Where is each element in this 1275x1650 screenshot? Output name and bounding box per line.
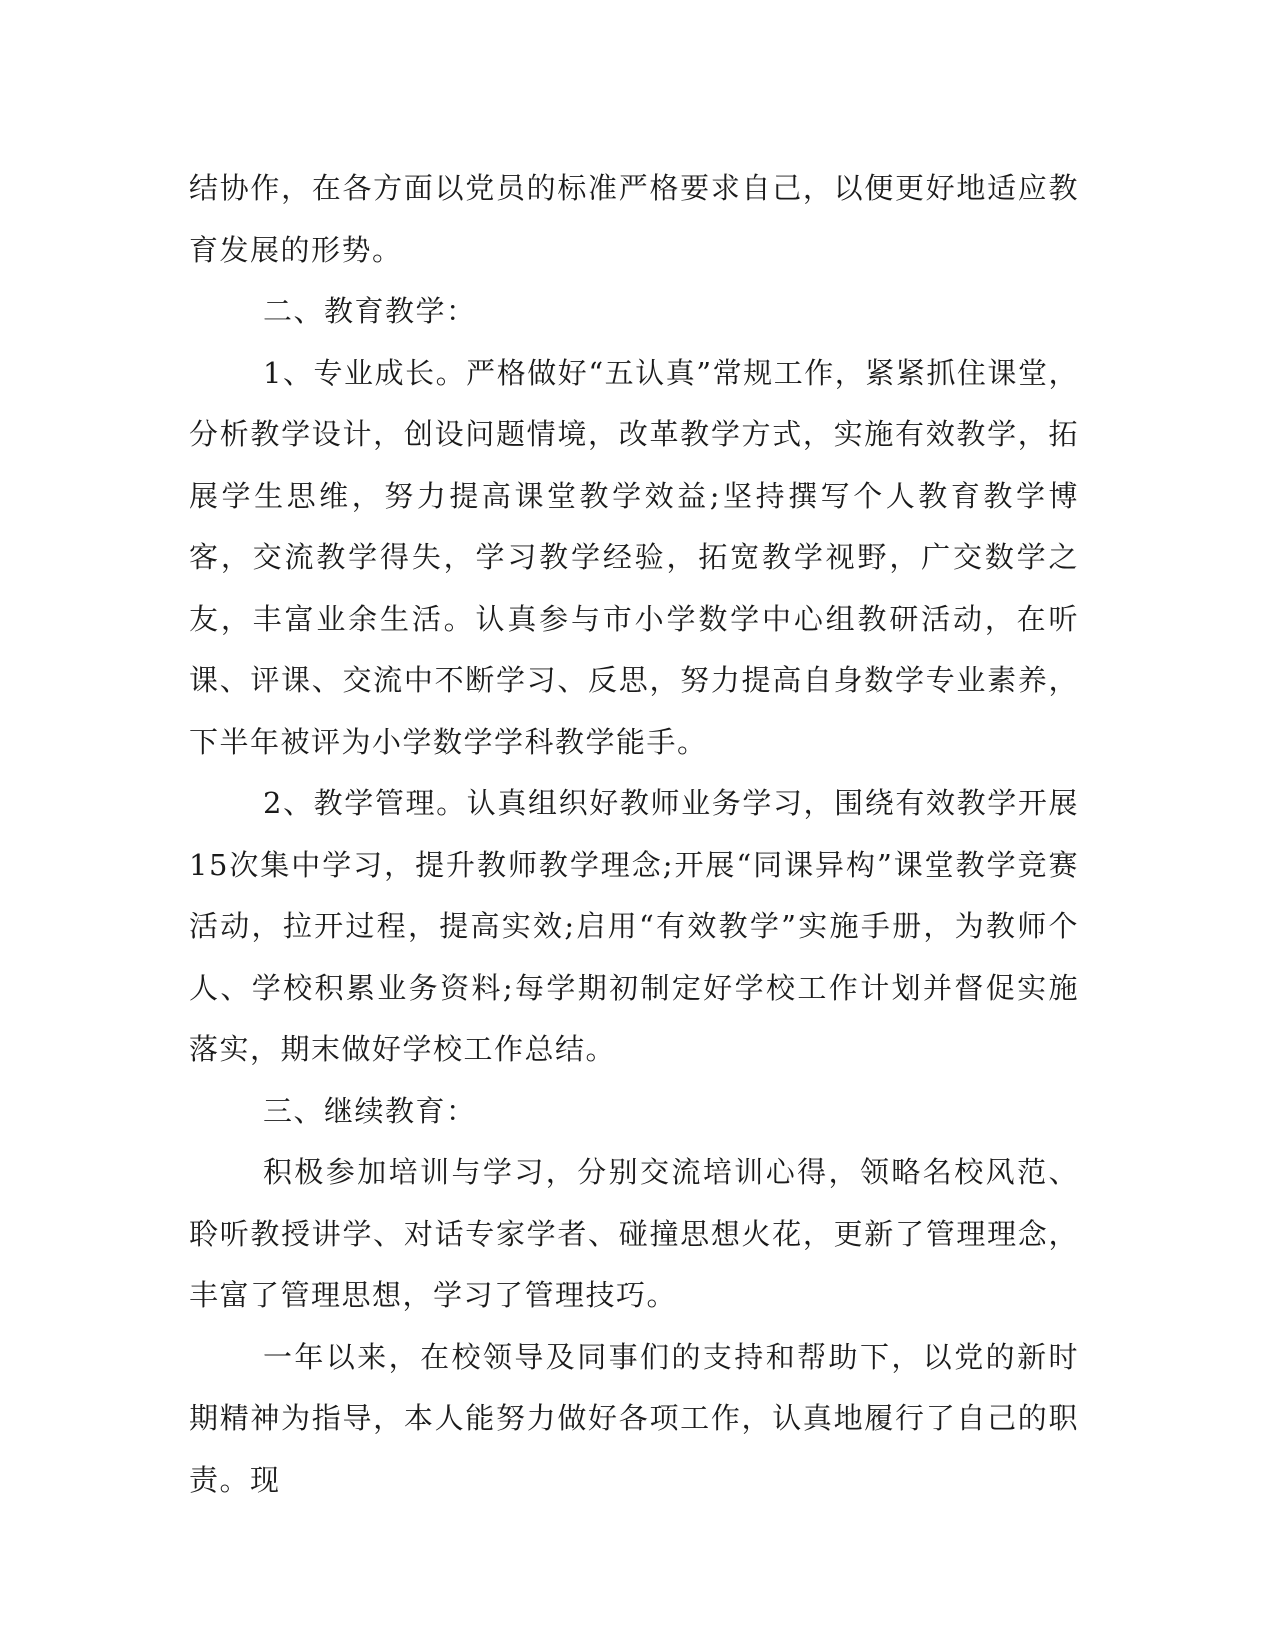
paragraph-continuation: 结协作，在各方面以党员的标准严格要求自己，以便更好地适应教育发展的形势。	[189, 171, 1079, 267]
paragraph-summary: 一年以来，在校领导及同事们的支持和帮助下，以党的新时期精神为指导，本人能努力做好各项工作，认真地履行了自己的职责。现	[189, 1339, 1079, 1497]
section-heading-education-teaching: 二、教育教学：	[263, 294, 477, 328]
paragraph-professional-growth: 1、专业成长。严格做好“五认真”常规工作，紧紧抓住课堂，分析教学设计，创设问题情境，改革教学方式，实施有效教学，拓展学生思维，努力提高课堂教学效益;坚持撰写个人教育教学博客，交流教学得失，学习教学经验，拓宽教学视野，广交数学之友，丰富业余生活。认真参与市小学数学中心组教研活动，在听课、评课、交流中不断学习、反思，努力提高自身数学专业素养，下半年被评为小学数学学科教学能手。	[189, 355, 1079, 759]
section-heading-continuing-education: 三、继续教育：	[263, 1093, 477, 1128]
document-body	[189, 158, 1079, 1511]
paragraph-teaching-management: 2、教学管理。认真组织好教师业务学习，围绕有效教学开展15次集中学习，提升教师教学理念;开展“同课异构”课堂教学竞赛活动，拉开过程，提高实效;启用“有效教学”实施手册，为教师个人、学校积累业务资料;每学期初制定好学校工作计划并督促实施落实，期末做好学校工作总结。	[189, 786, 1079, 1066]
paragraph-training: 积极参加培训与学习，分别交流培训心得，领略名校风范、聆听教授讲学、对话专家学者、碰撞思想火花，更新了管理理念，丰富了管理思想，学习了管理技巧。	[189, 1155, 1079, 1312]
